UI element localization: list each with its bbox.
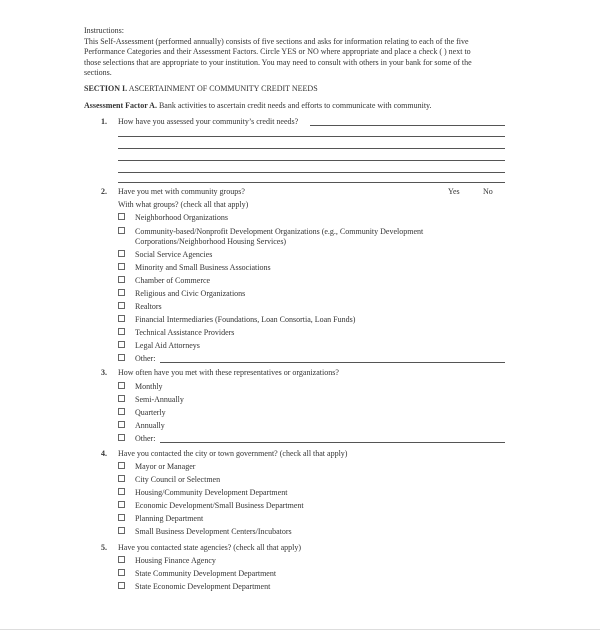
- checkbox-option[interactable]: Legal Aid Attorneys: [118, 341, 134, 352]
- section-label: SECTION I.: [84, 84, 128, 93]
- checkbox-icon[interactable]: [118, 556, 125, 563]
- checkbox-option[interactable]: Annually: [118, 421, 134, 432]
- instructions-heading: Instructions:: [84, 26, 124, 35]
- section-title: [84, 84, 318, 95]
- checkbox-icon[interactable]: [118, 569, 125, 576]
- answer-line[interactable]: [118, 182, 505, 183]
- answer-line[interactable]: [310, 125, 505, 126]
- checkbox-option-other[interactable]: Other:: [118, 354, 134, 365]
- checkbox-option[interactable]: Social Service Agencies: [118, 250, 134, 261]
- instructions-line: Performance Categories and their Assessment Factors. Circle YES or NO where appropriate and place a check ( ) next to: [84, 47, 471, 56]
- checkbox-icon[interactable]: [118, 488, 125, 495]
- checkbox-option[interactable]: Small Business Development Centers/Incubators: [118, 527, 134, 538]
- checkbox-icon[interactable]: [118, 250, 125, 257]
- checkbox-icon[interactable]: [118, 276, 125, 283]
- answer-line[interactable]: [118, 172, 505, 173]
- checkbox-icon[interactable]: [118, 395, 125, 402]
- checkbox-icon[interactable]: [118, 501, 125, 508]
- other-answer-line[interactable]: [160, 442, 505, 443]
- checkbox-icon[interactable]: [118, 408, 125, 415]
- checkbox-icon[interactable]: [118, 315, 125, 322]
- checkbox-option[interactable]: Planning Department: [118, 514, 134, 525]
- checkbox-icon[interactable]: [118, 328, 125, 335]
- checkbox-icon[interactable]: [118, 227, 125, 234]
- checkbox-option[interactable]: Technical Assistance Providers: [118, 328, 134, 339]
- checkbox-option[interactable]: Community-based/Nonprofit Development Organizations (e.g., Community Development: [118, 227, 134, 238]
- checkbox-option[interactable]: Quarterly: [118, 408, 134, 419]
- question-text: Have you contacted state agencies? (check all that apply): [118, 543, 302, 552]
- checkbox-icon[interactable]: [118, 421, 125, 428]
- instructions-line: This Self-Assessment (performed annually) consists of five sections and asks for information relating to each of the five: [84, 36, 469, 46]
- checkbox-icon[interactable]: [118, 527, 125, 534]
- checkbox-option[interactable]: Housing Finance Agency: [118, 556, 134, 567]
- question-number: 2.: [101, 187, 107, 196]
- document-page: Instructions: This Self-Assessment (performed annually) consists of five sections and asks for information relating to each of the five Performance Categories and their Assessment Factors. Circle YES or NO where appropriate and place a check ( ) next to those selections that are appropriate to your institution. You may need to consult with others in your bank for some of the sections. SECTION I. ASCERTAINMENT OF COMMUNITY CREDIT NEEDS Assessment Factor A. Bank activities to ascertain credit needs and efforts to communicate with community. 1. How have you assessed your community’s credit needs? 2. Have you met with community groups? Yes No With what groups? (check all that apply) Neighborhood Organizations Community-based/Nonprofit Development Organizations (e.g., Community Development Corporations/Neighborhood Housing Services) Social Service Agencies Minority and Small Business Associations Chamber of Commerce Religious and Civic Organizations Realtors Financial Intermediaries (Foundations, Loan Consortia, Loan Funds) Technical Assistance Providers Legal Aid Attorneys Other: 3. How often have you met with these representatives or organizations? Monthly Semi-Annually Quarterly Annually Other: 4. Have you contacted the city or town government? (check all that apply) Mayor or Manager City Council or Selectmen Housing/Community Development Department Economic Development/Small Business Department Planning Department Small Business Development Centers/Incubators 5. Have you contacted state agencies? (check all that apply) Housing Finance Agency State Community Development Department State Economic Development Department: [0, 0, 600, 630]
- checkbox-option[interactable]: State Economic Development Department: [118, 582, 134, 593]
- checkbox-option[interactable]: Minority and Small Business Associations: [118, 263, 134, 274]
- checkbox-icon[interactable]: [118, 434, 125, 441]
- checkbox-option[interactable]: Housing/Community Development Department: [118, 488, 134, 499]
- checkbox-icon[interactable]: [118, 302, 125, 309]
- question-subtext: With what groups? (check all that apply): [118, 200, 249, 209]
- checkbox-option[interactable]: City Council or Selectmen: [118, 475, 134, 486]
- instructions-line: sections.: [84, 68, 112, 77]
- question-number: 1.: [101, 117, 107, 126]
- assessment-factor: [84, 101, 432, 112]
- checkbox-icon[interactable]: [118, 475, 125, 482]
- other-answer-line[interactable]: [160, 362, 505, 363]
- checkbox-icon[interactable]: [118, 213, 125, 220]
- checkbox-icon[interactable]: [118, 462, 125, 469]
- question-text: Have you contacted the city or town government? (check all that apply): [118, 449, 348, 458]
- question-text: How have you assessed your community’s credit needs?: [118, 117, 299, 126]
- checkbox-option-other[interactable]: Other:: [118, 434, 134, 445]
- question-number: 3.: [101, 368, 107, 377]
- question-text: How often have you met with these representatives or organizations?: [118, 368, 339, 377]
- checkbox-option[interactable]: Chamber of Commerce: [118, 276, 134, 287]
- checkbox-option[interactable]: Financial Intermediaries (Foundations, Loan Consortia, Loan Funds): [118, 315, 134, 326]
- section-name: ASCERTAINMENT OF COMMUNITY CREDIT NEEDS: [128, 84, 318, 93]
- checkbox-icon[interactable]: [118, 341, 125, 348]
- instructions-line: those selections that are appropriate to your institution. You may need to consult with others in your bank for some of the: [84, 57, 472, 67]
- answer-line[interactable]: [118, 148, 505, 149]
- checkbox-option[interactable]: Realtors: [118, 302, 134, 313]
- question-number: 4.: [101, 449, 107, 458]
- factor-text: Bank activities to ascertain credit needs and efforts to communicate with community.: [158, 101, 432, 110]
- checkbox-icon[interactable]: [118, 263, 125, 270]
- checkbox-icon[interactable]: [118, 382, 125, 389]
- checkbox-icon[interactable]: [118, 289, 125, 296]
- checkbox-option[interactable]: Economic Development/Small Business Department: [118, 501, 134, 512]
- no-option[interactable]: No: [483, 187, 493, 196]
- checkbox-icon[interactable]: [118, 354, 125, 361]
- question-number: 5.: [101, 543, 107, 552]
- answer-line[interactable]: [118, 160, 505, 161]
- checkbox-option[interactable]: Monthly: [118, 382, 134, 393]
- checkbox-option[interactable]: Mayor or Manager: [118, 462, 134, 473]
- checkbox-option[interactable]: State Community Development Department: [118, 569, 134, 580]
- checkbox-option[interactable]: Semi-Annually: [118, 395, 134, 406]
- yes-option[interactable]: Yes: [448, 187, 460, 196]
- instructions: [84, 26, 509, 79]
- checkbox-option[interactable]: Religious and Civic Organizations: [118, 289, 134, 300]
- question-text: Have you met with community groups?: [118, 187, 245, 196]
- checkbox-icon[interactable]: [118, 582, 125, 589]
- checkbox-option[interactable]: Neighborhood Organizations: [118, 213, 134, 224]
- factor-label: Assessment Factor A.: [84, 101, 157, 110]
- checkbox-icon[interactable]: [118, 514, 125, 521]
- answer-line[interactable]: [118, 136, 505, 137]
